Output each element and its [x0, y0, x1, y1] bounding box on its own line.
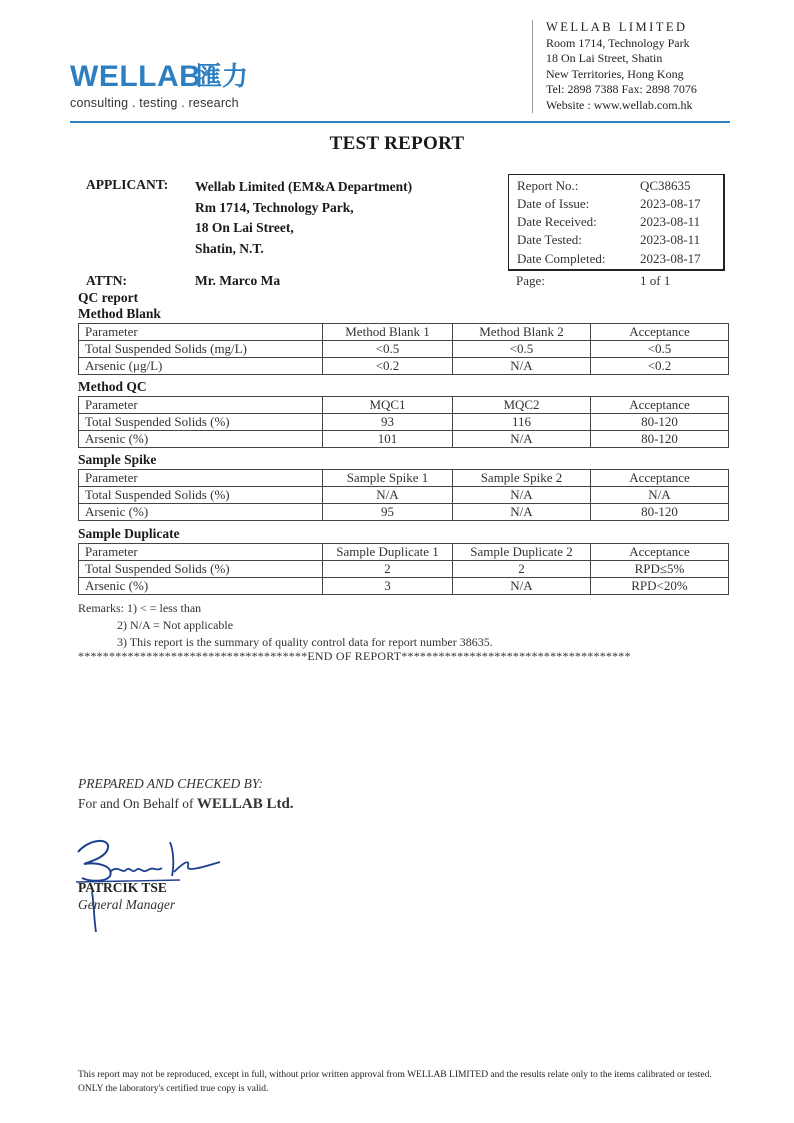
table-cell: Arsenic (%) [79, 578, 323, 595]
table-cell: Arsenic (μg/L) [79, 358, 323, 375]
date-completed-label: Date Completed: [517, 251, 606, 266]
table-row [79, 414, 729, 431]
date-received-label: Date Received: [517, 214, 597, 229]
date-of-issue-label: Date of Issue: [517, 196, 590, 211]
sample-spike-table [78, 469, 729, 521]
sample-duplicate-table [78, 543, 729, 595]
section-title-sample-spike: Sample Spike [78, 452, 157, 467]
table-cell: N/A [323, 487, 453, 504]
table-cell: 101 [323, 431, 453, 448]
table-cell: <0.2 [591, 358, 729, 375]
address-line: 18 On Lai Street, Shatin [546, 51, 663, 65]
table-header-row [79, 324, 729, 341]
header-cell: Acceptance [591, 470, 729, 487]
date-received-value: 2023-08-11 [640, 214, 701, 229]
header-cell: Acceptance [591, 397, 729, 414]
company-website: Website : www.wellab.com.hk [546, 97, 693, 112]
table-cell: Arsenic (%) [79, 504, 323, 521]
end-of-report-line: *************************************END OF REPORT************************************* [78, 649, 631, 663]
prepared-by-label: PREPARED AND CHECKED BY: [78, 776, 263, 791]
header-cell: Parameter [79, 544, 323, 561]
header-cell: Sample Spike 2 [453, 470, 591, 487]
header-cell: Parameter [79, 397, 323, 414]
table-cell: 116 [453, 414, 591, 431]
address-line: Room 1714, Technology Park [546, 35, 690, 50]
header-cell: Acceptance [591, 544, 729, 561]
contact-phone-fax: Tel: 2898 7388 Fax: 2898 7076 [546, 82, 697, 96]
method-blank-table [78, 323, 729, 375]
table-cell: 3 [323, 578, 453, 595]
table-cell: N/A [453, 487, 591, 504]
header-divider [70, 121, 730, 123]
on-behalf-company: WELLAB Ltd. [196, 796, 294, 812]
header-cell: Acceptance [591, 324, 729, 341]
report-no-value: QC38635 [640, 178, 691, 193]
table-cell: 80-120 [591, 414, 729, 431]
table-row [79, 561, 729, 578]
on-behalf-line [78, 796, 294, 813]
table-cell: 93 [323, 414, 453, 431]
section-title-method-qc: Method QC [78, 379, 147, 394]
table-cell: <0.2 [323, 358, 453, 375]
remarks-block [78, 600, 493, 651]
table-row [79, 358, 729, 375]
attn-name: Mr. Marco Ma [195, 273, 281, 288]
table-cell: <0.5 [453, 341, 591, 358]
table-row [79, 504, 729, 521]
table-cell: 80-120 [591, 431, 729, 448]
address-line: New Territories, Hong Kong [546, 66, 684, 81]
table-cell: Total Suspended Solids (%) [79, 561, 323, 578]
header-cell: Sample Spike 1 [323, 470, 453, 487]
date-of-issue-value: 2023-08-17 [640, 196, 701, 211]
signer-name: PATRCIK TSE [78, 880, 167, 895]
applicant-line: Shatin, N.T. [195, 240, 264, 256]
company-logo-wordmark: WELLAB [70, 60, 202, 93]
header-cell: MQC1 [323, 397, 453, 414]
report-no-label: Report No.: [517, 178, 579, 193]
company-tagline: consulting . testing . research [70, 96, 239, 110]
applicant-address [195, 177, 412, 259]
company-logo-chinese: 匯力 [196, 62, 249, 92]
table-cell: 2 [323, 561, 453, 578]
table-cell: N/A [453, 504, 591, 521]
remark-line: Remarks: 1) < = less than [78, 601, 202, 615]
table-cell: Total Suspended Solids (%) [79, 414, 323, 431]
table-cell: Total Suspended Solids (%) [79, 487, 323, 504]
report-info-box [508, 174, 725, 271]
remark-line: 3) This report is the summary of quality control data for report number 38635. [117, 635, 493, 649]
table-cell: Total Suspended Solids (mg/L) [79, 341, 323, 358]
table-row [79, 431, 729, 448]
table-cell: 95 [323, 504, 453, 521]
table-cell: Arsenic (%) [79, 431, 323, 448]
table-cell: N/A [453, 578, 591, 595]
attn-label: ATTN: [86, 273, 128, 288]
section-title-method-blank: Method Blank [78, 306, 161, 321]
date-tested-label: Date Tested: [517, 232, 582, 247]
method-qc-table [78, 396, 729, 448]
table-row [79, 341, 729, 358]
applicant-line: Wellab Limited (EM&A Department) [195, 179, 413, 194]
applicant-line: 18 On Lai Street, [195, 220, 294, 235]
section-title-sample-duplicate: Sample Duplicate [78, 526, 180, 541]
page-label: Page: [516, 273, 545, 288]
table-header-row [79, 397, 729, 414]
header-cell: Parameter [79, 324, 323, 341]
header-cell: MQC2 [453, 397, 591, 414]
table-cell: 80-120 [591, 504, 729, 521]
footer-disclaimer: This report may not be reproduced, except in full, without prior written approval from WELLAB LIMITED and the results relate only to the items calibrated or tested. ONLY the laboratory's certified true copy is valid. [78, 1070, 712, 1094]
header-cell: Sample Duplicate 2 [453, 544, 591, 561]
company-name: WELLAB LIMITED [546, 20, 688, 34]
table-cell: N/A [453, 431, 591, 448]
table-header-row [79, 544, 729, 561]
table-row [79, 487, 729, 504]
page-number: 1 of 1 [640, 273, 671, 288]
header-cell: Method Blank 2 [453, 324, 591, 341]
signer-title: General Manager [78, 897, 176, 912]
table-cell: N/A [453, 358, 591, 375]
table-cell: <0.5 [323, 341, 453, 358]
header-cell: Sample Duplicate 1 [323, 544, 453, 561]
table-cell: RPD≤5% [591, 561, 729, 578]
report-title: TEST REPORT [329, 133, 465, 154]
header-cell: Method Blank 1 [323, 324, 453, 341]
table-header-row [79, 470, 729, 487]
qc-report-title: QC report [78, 290, 139, 305]
date-completed-value: 2023-08-17 [640, 251, 701, 266]
table-cell: N/A [591, 487, 729, 504]
table-cell: 2 [453, 561, 591, 578]
remark-line: 2) N/A = Not applicable [117, 618, 234, 632]
table-cell: <0.5 [591, 341, 729, 358]
applicant-line: Rm 1714, Technology Park, [195, 199, 354, 215]
table-row [79, 578, 729, 595]
date-tested-value: 2023-08-11 [640, 232, 701, 247]
company-address-block [532, 20, 766, 113]
header-cell: Parameter [79, 470, 323, 487]
applicant-label: APPLICANT: [86, 177, 169, 192]
table-cell: RPD<20% [591, 578, 729, 595]
on-behalf-prefix: For and On Behalf of [78, 796, 197, 811]
